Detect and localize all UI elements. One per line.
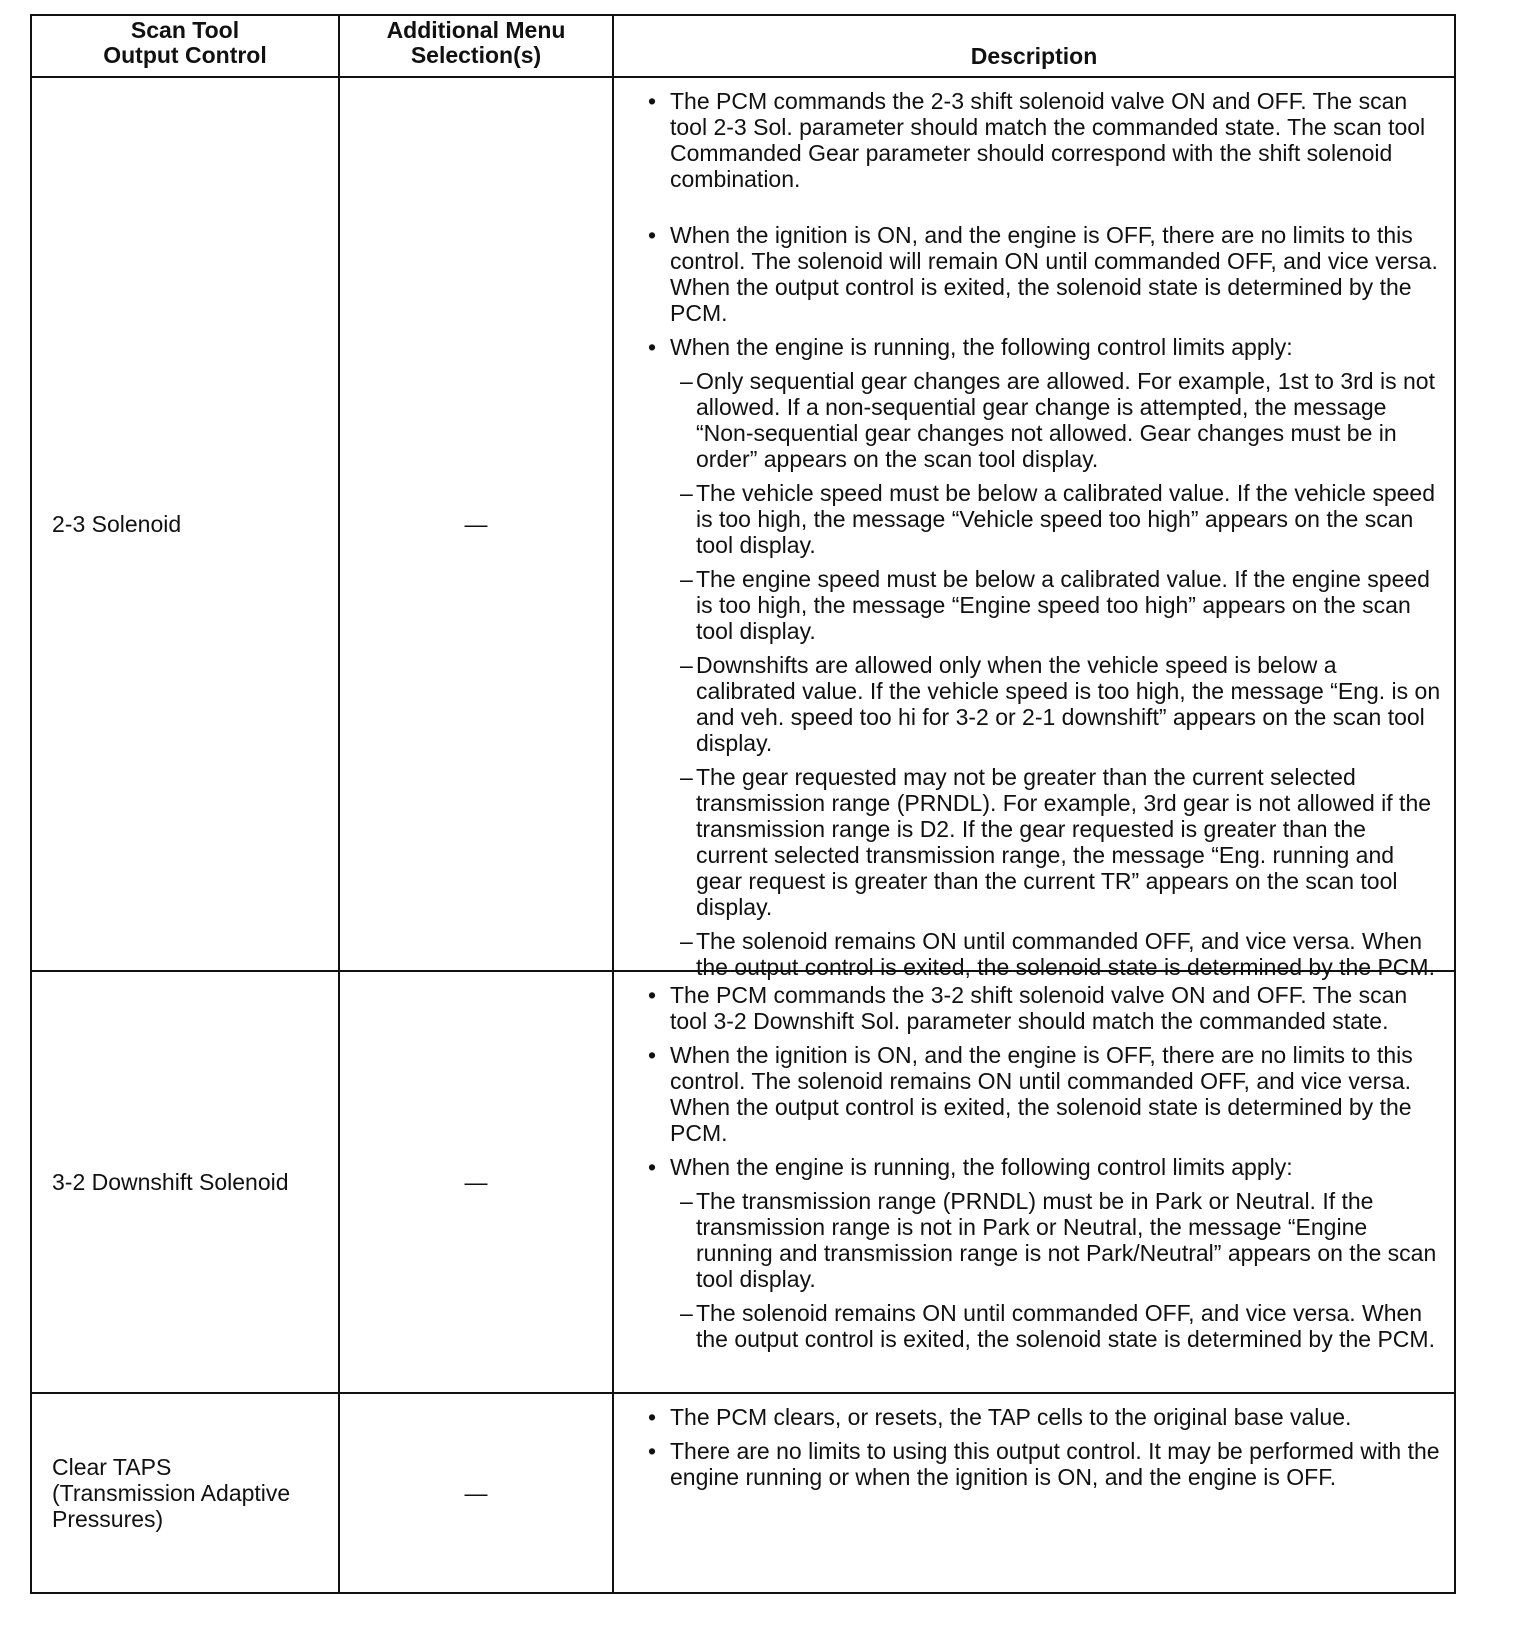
scan-tool-output-control-table <box>30 14 1456 1594</box>
header-additional-menu: Additional Menu Selection(s) <box>386 17 566 68</box>
description-bullet: • When the engine is running, the following control limits apply: <box>644 1154 1442 1180</box>
row-selection: — <box>464 1479 488 1506</box>
row-description <box>614 1394 1454 1592</box>
header-output-control: Scan Tool Output Control <box>103 17 267 68</box>
description-bullet: • There are no limits to using this output control. It may be performed with the engine running or when the ignition is ON, and the engine is OFF. <box>644 1438 1442 1490</box>
description-bullet: • The PCM clears, or resets, the TAP cells to the original base value. <box>644 1404 1442 1430</box>
row-selection: — <box>464 510 488 537</box>
row-control-clear-taps: Clear TAPS (Transmission Adaptive Pressures) <box>52 1454 291 1532</box>
row-description <box>614 972 1454 1392</box>
description-sub-item: – The engine speed must be below a calibrated value. If the engine speed is too high, the message “Engine speed too high” appears on the scan tool display. <box>644 566 1442 644</box>
header-description: Description <box>970 43 1098 69</box>
description-bullet: • The PCM commands the 3-2 shift solenoid valve ON and OFF. The scan tool 3-2 Downshift Sol. parameter should match the commanded state. <box>644 982 1442 1034</box>
description-sub-item: – Downshifts are allowed only when the vehicle speed is below a calibrated value. If the vehicle speed is too high, the message “Eng. is on and veh. speed too hi for 3-2 or 2-1 downshift” appears on the scan tool display. <box>644 652 1442 756</box>
description-sub-item: – The solenoid remains ON until commanded OFF, and vice versa. When the output control is exited, the solenoid state is determined by the PCM. <box>644 928 1442 980</box>
description-sub-item: – Only sequential gear changes are allowed. For example, 1st to 3rd is not allowed. If a non-sequential gear change is attempted, the message “Non-sequential gear changes not allowed. Gear changes must be in order” appears on the scan tool display. <box>644 368 1442 472</box>
description-bullet: • When the ignition is ON, and the engine is OFF, there are no limits to this control. The solenoid remains ON until commanded OFF, and vice versa. When the output control is exited, the solenoid state is determined by the PCM. <box>644 1042 1442 1146</box>
row-control-2-3-solenoid: 2-3 Solenoid <box>52 511 182 537</box>
row-description <box>614 78 1454 980</box>
row-selection: — <box>464 1168 488 1195</box>
description-bullet: • When the ignition is ON, and the engine is OFF, there are no limits to this control. The solenoid will remain ON until commanded OFF, and vice versa. When the output control is exited, the solenoid state is determined by the PCM. <box>644 222 1442 326</box>
description-sub-item: – The transmission range (PRNDL) must be in Park or Neutral. If the transmission range is not in Park or Neutral, the message “Engine running and transmission range is not Park/Neutral” appears on the scan tool display. <box>644 1188 1442 1292</box>
description-sub-item: – The solenoid remains ON until commanded OFF, and vice versa. When the output control is exited, the solenoid state is determined by the PCM. <box>644 1300 1442 1352</box>
description-sub-item: – The gear requested may not be greater than the current selected transmission range (PRNDL). For example, 3rd gear is not allowed if the transmission range is D2. If the gear requested is greater than the current selected transmission range, the message “Eng. running and gear request is greater than the current TR” appears on the scan tool display. <box>644 764 1442 920</box>
row-control-3-2-downshift-solenoid: 3-2 Downshift Solenoid <box>52 1169 289 1195</box>
description-sub-item: – The vehicle speed must be below a calibrated value. If the vehicle speed is too high, the message “Vehicle speed too high” appears on the scan tool display. <box>644 480 1442 558</box>
description-bullet: • The PCM commands the 2-3 shift solenoid valve ON and OFF. The scan tool 2-3 Sol. parameter should match the commanded state. The scan tool Commanded Gear parameter should correspond with the shift solenoid combination. <box>644 88 1442 192</box>
description-bullet: • When the engine is running, the following control limits apply: <box>644 334 1442 360</box>
